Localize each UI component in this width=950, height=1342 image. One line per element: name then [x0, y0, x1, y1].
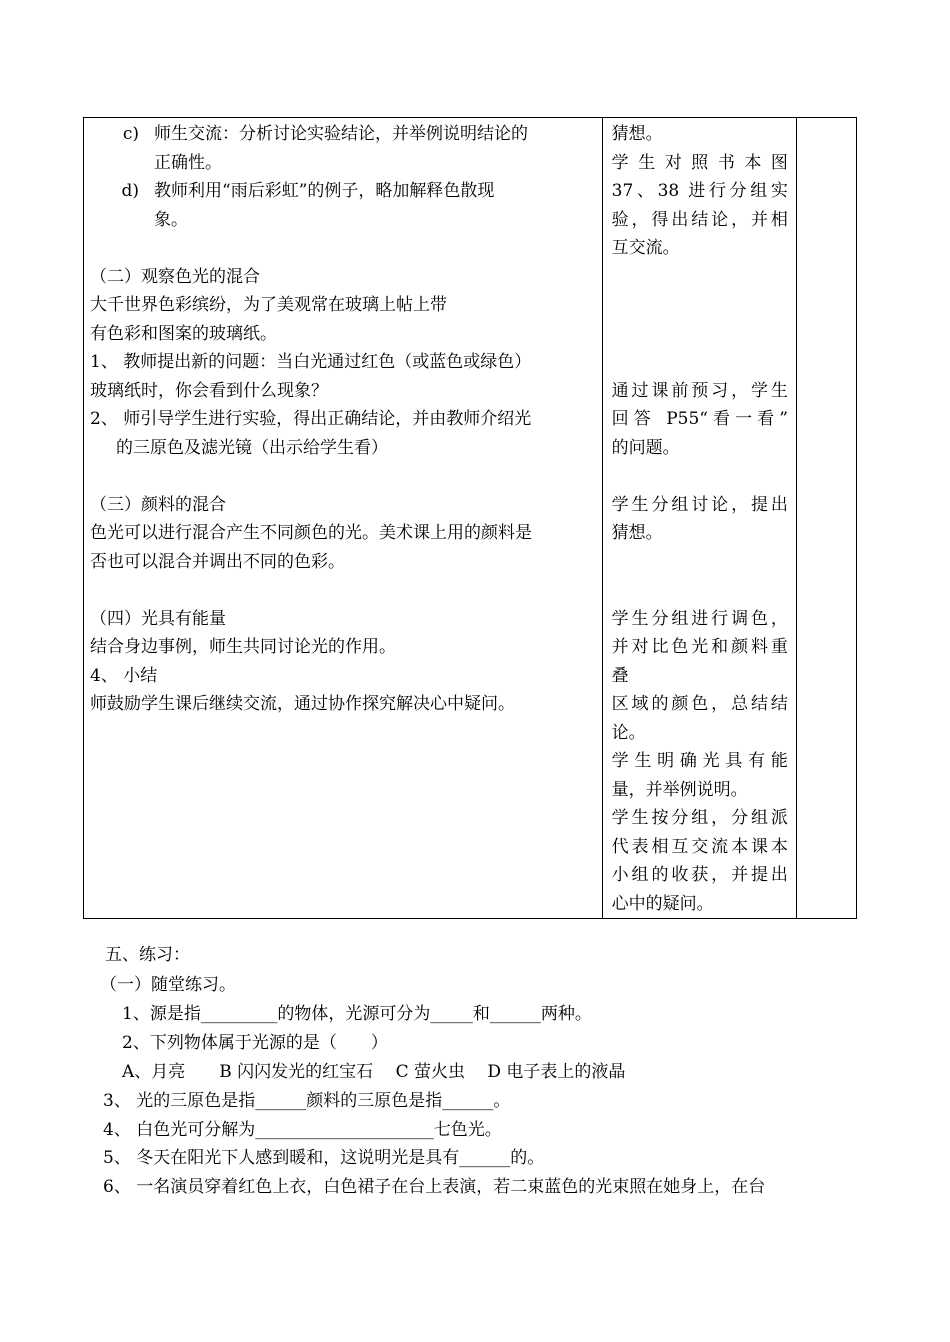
- student-text: 代表相互交流本课本: [611, 836, 788, 857]
- exercises-subheading: （一）随堂练习。: [100, 975, 236, 995]
- student-activity-cell: [602, 118, 796, 919]
- student-text: 小组的收获，并提出: [611, 865, 788, 885]
- student-text: 学生分组进行调色，: [611, 608, 788, 629]
- student-text: 量，并举例说明。: [611, 779, 748, 800]
- notes-cell: [796, 118, 856, 919]
- section-2-item-1: 玻璃纸时，你会看到什么现象？: [90, 380, 328, 401]
- student-text: 互交流。: [611, 238, 680, 258]
- student-text: 学 生 明 确 光 具 有 能: [611, 751, 788, 771]
- student-text: 心中的疑问。: [611, 893, 714, 914]
- student-text: 论。: [611, 722, 646, 743]
- teacher-activity-cell: [84, 118, 603, 919]
- question-6: 6、 一名演员穿着红色上衣，白色裙子在台上表演，若二束蓝色的光束照在她身上，在台: [103, 1177, 766, 1197]
- question-3: 3、 光的三原色是指______颜料的三原色是指______。: [103, 1091, 511, 1111]
- section-3-text: 色光可以进行混合产生不同颜色的光。美术课上用的颜料是: [90, 523, 532, 543]
- section-2-item-2: 的三原色及滤光镜（出示给学生看）: [116, 437, 388, 458]
- section-4-title: （四）光具有能量: [90, 608, 226, 629]
- student-text: 验，得出结论，并相: [611, 209, 788, 230]
- student-text: 区域的颜色，总结结: [611, 694, 788, 714]
- question-4: 4、 白色光可分解为_____________________七色光。: [103, 1120, 502, 1140]
- item-d-marker: d): [121, 181, 139, 201]
- student-text: 并对比色光和颜料重: [611, 637, 788, 657]
- section-2-text: 有色彩和图案的玻璃纸。: [90, 323, 277, 344]
- question-5: 5、 冬天在阳光下人感到暖和，这说明光是具有______的。: [103, 1148, 545, 1168]
- item-d-line: 象。: [154, 209, 188, 230]
- section-2-title: （二）观察色光的混合: [90, 266, 260, 287]
- section-3-title: （三）颜料的混合: [90, 494, 226, 515]
- section-4-text: 师鼓励学生课后继续交流，通过协作探究解决心中疑问。: [90, 694, 515, 714]
- section-2-item-2: 2、 师引导学生进行实验，得出正确结论，并由教师介绍光: [90, 409, 532, 429]
- item-c-line: 师生交流：分析讨论实验结论，并举例说明结论的: [154, 124, 528, 144]
- item-c-marker: c): [122, 124, 139, 144]
- student-text: 学 生 对 照 书 本 图: [611, 152, 788, 173]
- question-2-options: A、月亮 B 闪闪发光的红宝石 C 萤火虫 D 电子表上的液晶: [122, 1062, 626, 1082]
- student-text: 回答 P55“看一看”: [611, 409, 788, 429]
- item-c: [90, 120, 596, 177]
- student-text: 37、38 进行分组实: [611, 181, 788, 201]
- student-text: 学生分组讨论，提出: [611, 494, 788, 515]
- student-text: 叠: [611, 665, 629, 686]
- question-2: 2、下列物体属于光源的是（ ）: [122, 1033, 388, 1053]
- item-c-line: 正确性。: [154, 152, 222, 173]
- student-text: 猜想。: [611, 124, 663, 144]
- student-text: 猜想。: [611, 523, 663, 543]
- item-d: [90, 177, 596, 234]
- item-d-line: 教师利用“雨后彩虹”的例子，略加解释色散现: [154, 181, 495, 201]
- exercises-heading: 五、练习：: [105, 945, 190, 965]
- student-text: 学生按分组，分组派: [611, 808, 788, 828]
- section-3-text: 否也可以混合并调出不同的色彩。: [90, 551, 345, 572]
- student-text: 的问题。: [611, 437, 680, 458]
- lesson-table: [83, 117, 857, 919]
- question-1: 1、源是指_________的物体，光源可分为_____和______两种。: [122, 1004, 592, 1024]
- student-text: 通过课前预习，学生: [611, 380, 788, 401]
- section-2-item-1: 1、 教师提出新的问题：当白光通过红色（或蓝色或绿色）: [90, 352, 532, 372]
- section-4-text: 结合身边事例，师生共同讨论光的作用。: [90, 637, 396, 657]
- section-4-item-4: 4、 小结: [90, 665, 158, 686]
- section-2-text: 大千世界色彩缤纷，为了美观常在玻璃上帖上带: [90, 295, 447, 315]
